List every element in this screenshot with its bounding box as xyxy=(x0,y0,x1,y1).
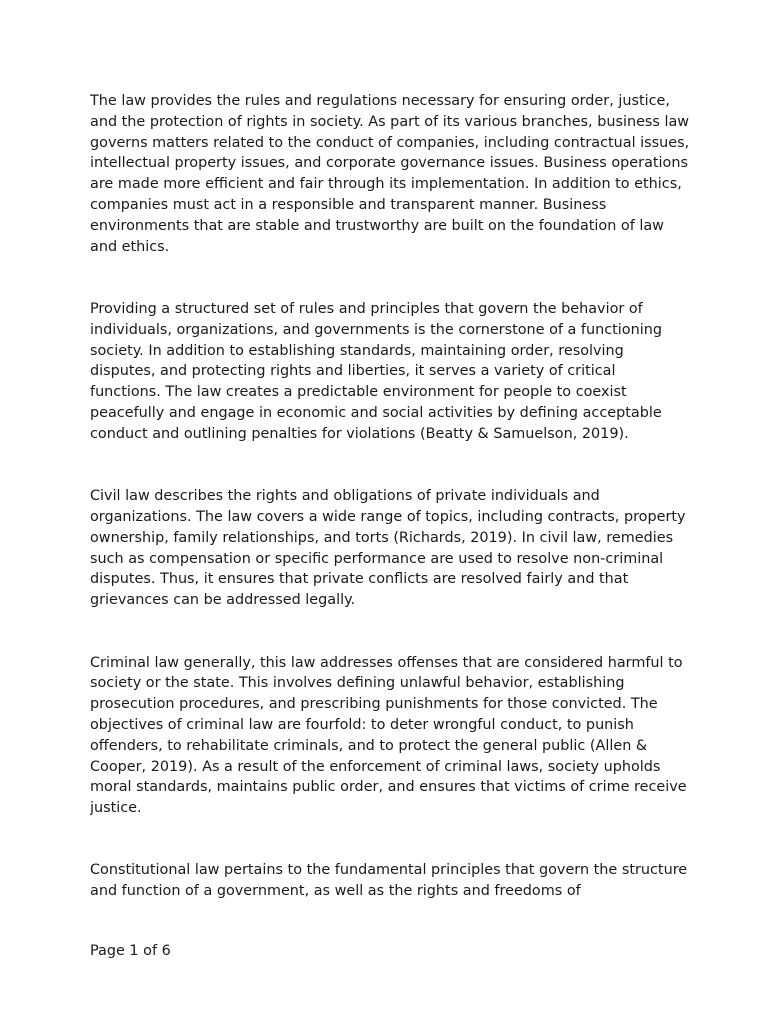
page-number-footer: Page 1 of 6 xyxy=(90,943,171,959)
paragraph-civil-law: Civil law describes the rights and obligations of private individuals and organizations. The law covers a wide range of topics, including contracts, property ownership, family relationships, and torts (Richards, 2019). In civil law, remedies such as compensation or specific performance are used to resolve non-criminal disputes. Thus, it ensures that private conflicts are resolved fairly and that grievances can be addressed legally. xyxy=(90,488,686,609)
paragraph-constitutional-law: Constitutional law pertains to the fundamental principles that govern the structure and function of a government, as well as the rights and freedoms of xyxy=(90,862,688,900)
document-body xyxy=(90,91,690,925)
paragraph-law-functions: Providing a structured set of rules and principles that govern the behavior of individuals, organizations, and governments is the cornerstone of a functioning society. In addition to establishing standards, maintaining order, resolving disputes, and protecting rights and liberties, it serves a variety of critical functions. The law creates a predictable environment for people to coexist peacefully and engage in economic and social activities by defining acceptable conduct and outlining penalties for violations (Beatty & Samuelson, 2019). xyxy=(90,300,662,442)
paragraph-law-overview: The law provides the rules and regulations necessary for ensuring order, justice, and the protection of rights in society. As part of its various branches, business law governs matters related to the conduct of companies, including contractual issues, intellectual property issues, and corporate governance issues. Business operations are made more efficient and fair through its implementation. In addition to ethics, companies must act in a responsible and transparent manner. Business environments that are stable and trustworthy are built on the foundation of law and ethics. xyxy=(90,93,690,255)
paragraph-criminal-law: Criminal law generally, this law addresses offenses that are considered harmful to society or the state. This involves defining unlawful behavior, establishing prosecution procedures, and prescribing punishments for those convicted. The objectives of criminal law are fourfold: to deter wrongful conduct, to punish offenders, to rehabilitate criminals, and to protect the general public (Allen & Cooper, 2019). As a result of the enforcement of criminal laws, society upholds moral standards, maintains public order, and ensures that victims of crime receive justice. xyxy=(90,654,687,817)
